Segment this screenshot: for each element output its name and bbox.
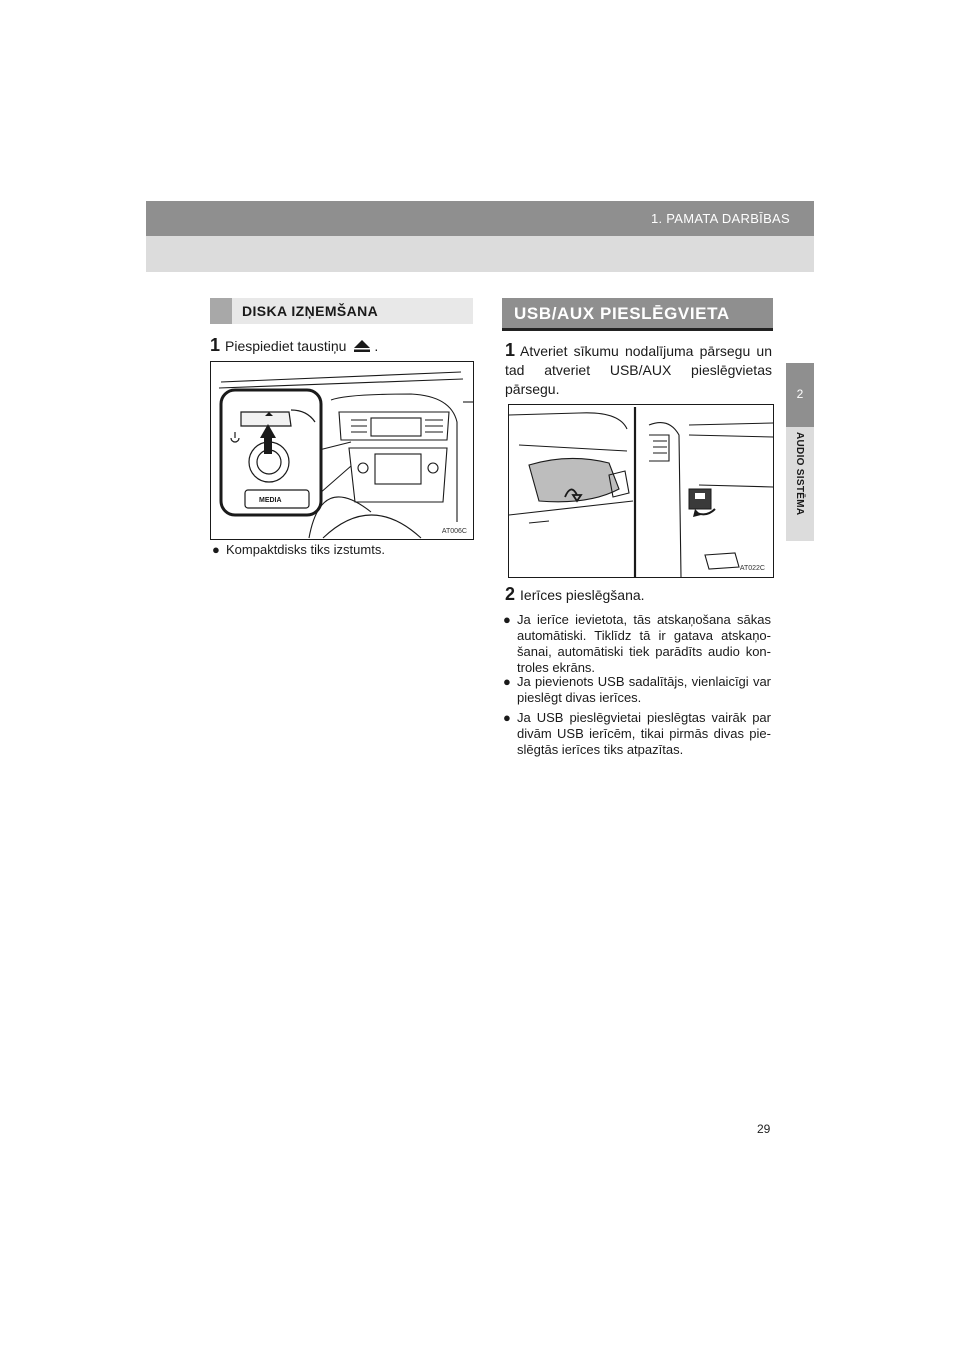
- step-text: Piespiediet taustiņu: [225, 338, 347, 354]
- bullet-text: Ja pievienots USB sadalītājs, vienlaicīgi var pieslēgt divas ierīces.: [517, 674, 771, 705]
- bullet-icon: ●: [503, 710, 511, 725]
- bullet-icon: ●: [503, 674, 511, 689]
- section-heading-text: USB/AUX PIESLĒGVIETA: [514, 304, 730, 323]
- section-heading-text: DISKA IZŅEMŠANA: [242, 303, 379, 319]
- media-button-label: MEDIA: [259, 497, 282, 504]
- section-heading-disc-eject: [210, 298, 473, 324]
- step-number: 2: [505, 584, 516, 604]
- step-number: 1: [210, 335, 221, 355]
- figure-code: AT022C: [739, 565, 765, 572]
- glovebox-illustration: [509, 405, 773, 577]
- bullet-icon: ●: [503, 612, 511, 627]
- step-text: Atveriet sīkumu nodalījuma pārsegu un tad atveriet USB/AUX pieslēgvietas pārsegu.: [505, 343, 772, 397]
- step-text-end: .: [374, 338, 379, 354]
- step-number: 1: [505, 340, 516, 360]
- heading-marker: [210, 298, 232, 324]
- step-1-usb: [505, 341, 772, 399]
- section-heading-usb-aux: [502, 298, 773, 331]
- list-item: [503, 674, 771, 706]
- page-number: 29: [757, 1122, 771, 1136]
- bullet-text: Ja USB pieslēgvietai pieslēgtas vairāk par divām USB ierīcēm, tikai pirmās divas pie-slēgtās ierīces tiks atpazītas.: [517, 710, 771, 757]
- eject-icon: [354, 340, 370, 352]
- list-item: [212, 542, 474, 558]
- dashboard-illustration: [211, 362, 473, 539]
- figure-glovebox-usb: [508, 404, 774, 578]
- figure-dashboard-eject: [210, 361, 474, 540]
- bullet-text: Ja ierīce ievietota, tās atskaņošana sākas automātiski. Tiklīdz tā ir gatava atskaņo-šanai, automātiski tiek parādīts audio kon-troles ekrāns.: [517, 612, 771, 675]
- step-1-eject: [210, 336, 473, 356]
- side-tab-label: AUDIO SISTĒMA: [794, 432, 805, 516]
- step-text: Ierīces pieslēgšana.: [520, 587, 645, 603]
- step-2-connect: [505, 585, 772, 605]
- list-item: [503, 612, 771, 676]
- chapter-number: 2: [796, 387, 804, 401]
- header-band: [146, 201, 814, 236]
- bullet-text: Kompaktdisks tiks izstumts.: [226, 542, 385, 557]
- list-item: [503, 710, 771, 758]
- figure-code: AT006C: [441, 528, 467, 535]
- header-subband: [146, 236, 814, 272]
- side-tab-number-box: [786, 363, 814, 427]
- bullet-icon: ●: [212, 542, 220, 557]
- chapter-title: 1. PAMATA DARBĪBAS: [650, 211, 790, 226]
